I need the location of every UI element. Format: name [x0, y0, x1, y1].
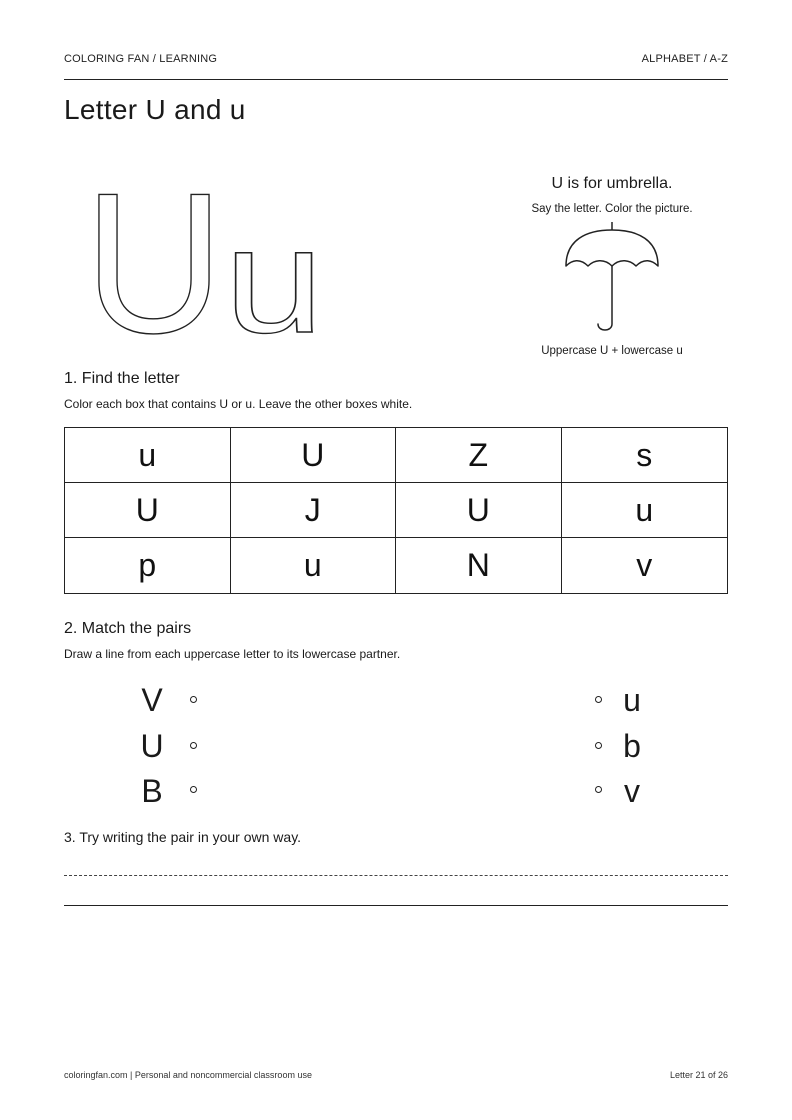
grid-cell[interactable]: Z — [396, 428, 562, 483]
match-dot-left[interactable] — [190, 696, 197, 703]
match-dot-right[interactable] — [595, 696, 602, 703]
big-letter-upper: U — [84, 170, 224, 350]
match-dot-right[interactable] — [595, 742, 602, 749]
match-upper-letter: V — [141, 682, 163, 718]
umbrella-icon — [560, 220, 666, 336]
grid-cell[interactable]: N — [396, 538, 562, 593]
header-right: ALPHABET / A-Z — [641, 53, 728, 65]
writing-guide-dashed — [64, 875, 728, 876]
match-dot-right[interactable] — [595, 786, 602, 793]
footer-right: Letter 21 of 26 — [669, 1070, 728, 1080]
match-lower-letter: v — [624, 773, 640, 809]
grid-cell[interactable]: U — [65, 483, 231, 538]
grid-cell[interactable]: U — [396, 483, 562, 538]
match-lower-letter: u — [623, 682, 641, 718]
picture-instruction: Say the letter. Color the picture. — [531, 203, 693, 215]
section3-title: 3. Try writing the pair in your own way. — [64, 829, 302, 845]
big-letters — [64, 170, 364, 350]
footer-left: coloringfan.com | Personal and noncommercial classroom use — [64, 1070, 312, 1080]
grid-cell[interactable]: p — [65, 538, 231, 593]
grid-cell[interactable]: u — [231, 538, 397, 593]
grid-cell[interactable]: U — [231, 428, 397, 483]
section1-title: 1. Find the letter — [64, 370, 180, 387]
letter-grid — [64, 427, 728, 594]
picture-bottom-caption: Uppercase U + lowercase u — [541, 345, 683, 357]
grid-cell[interactable]: u — [65, 428, 231, 483]
match-upper-letter: U — [140, 728, 164, 764]
page-title: Letter U and u — [64, 94, 246, 125]
match-dot-left[interactable] — [190, 786, 197, 793]
match-dot-left[interactable] — [190, 742, 197, 749]
header-left: COLORING FAN / LEARNING — [64, 53, 218, 65]
grid-cell[interactable]: u — [562, 483, 728, 538]
big-letter-lower: u — [224, 196, 324, 350]
section1-instruction: Color each box that contains U or u. Leave the other boxes white. — [64, 397, 413, 411]
match-lower-letter: b — [623, 728, 641, 764]
section2-title: 2. Match the pairs — [64, 620, 192, 637]
writing-baseline[interactable] — [64, 905, 728, 906]
grid-cell[interactable]: s — [562, 428, 728, 483]
picture-caption: U is for umbrella. — [551, 175, 673, 192]
header-rule — [64, 79, 728, 80]
grid-cell[interactable]: J — [231, 483, 397, 538]
grid-cell[interactable]: v — [636, 547, 653, 583]
match-upper-letter: B — [141, 773, 163, 809]
section2-instruction: Draw a line from each uppercase letter to its lowercase partner. — [64, 647, 401, 661]
